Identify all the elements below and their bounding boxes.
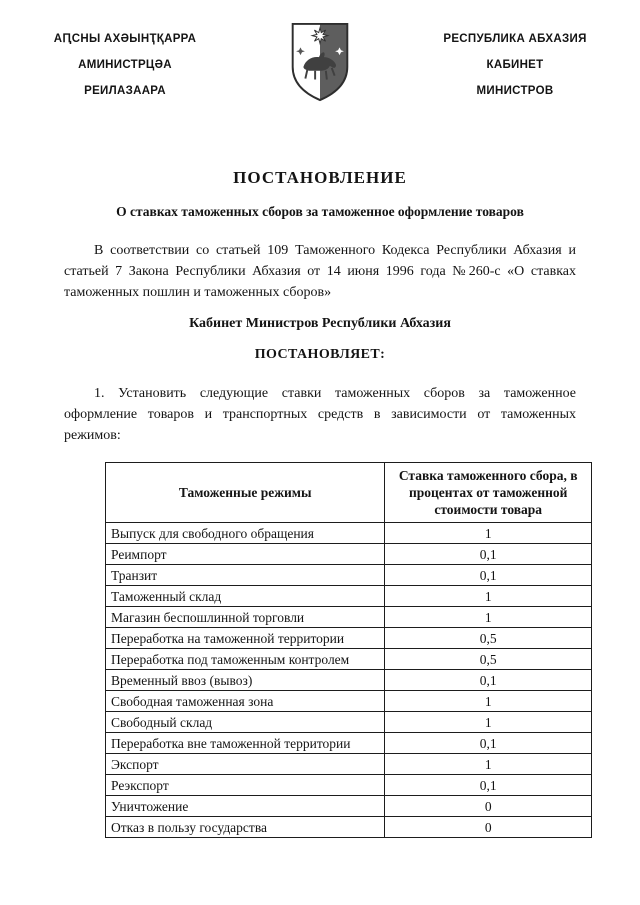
rate-cell: 1 — [385, 712, 592, 733]
rates-table-header-row — [106, 463, 592, 523]
table-row — [106, 775, 592, 796]
resolves-line: ПОСТАНОВЛЯЕТ: — [254, 347, 386, 362]
regime-cell: Транзит — [106, 565, 385, 586]
rate-cell: 0 — [385, 796, 592, 817]
authority-line: Кабинет Министров Республики Абхазия — [189, 316, 451, 331]
regime-cell: Отказ в пользу государства — [106, 817, 385, 838]
regime-cell: Временный ввоз (вывоз) — [106, 670, 385, 691]
coat-of-arms-icon — [290, 22, 350, 102]
rate-cell: 0 — [385, 817, 592, 838]
rate-cell: 0,1 — [385, 733, 592, 754]
rate-cell: 0,5 — [385, 649, 592, 670]
regime-cell: Экспорт — [106, 754, 385, 775]
header-cell-rate: Ставка таможенного сбора, в процентах от таможенной стоимости товара — [385, 463, 592, 523]
table-row — [106, 544, 592, 565]
rate-cell: 0,1 — [385, 670, 592, 691]
regime-cell: Переработка под таможенным контролем — [106, 649, 385, 670]
regime-cell: Магазин беспошлинной торговли — [106, 607, 385, 628]
table-row — [106, 628, 592, 649]
letterhead-russian-line-2: КАБИНЕТ — [486, 59, 544, 71]
customs-rates-table — [105, 462, 592, 838]
letterhead-russian-line-1: РЕСПУБЛИКА АБХАЗИЯ — [443, 33, 587, 45]
rate-cell: 0,5 — [385, 628, 592, 649]
document-title: ПОСТАНОВЛЕНИЕ — [233, 168, 407, 187]
letterhead-abkhaz — [30, 22, 220, 104]
regime-cell: Реэкспорт — [106, 775, 385, 796]
item-1-paragraph: 1. Установить следующие ставки таможенных сборов за таможенное оформление товаров и транспортных средств в зависимости от таможенных режимов: — [64, 386, 576, 443]
regime-cell: Выпуск для свободного обращения — [106, 523, 385, 544]
rate-cell: 0,1 — [385, 544, 592, 565]
regime-cell: Реимпорт — [106, 544, 385, 565]
table-row — [106, 796, 592, 817]
rates-table-body — [106, 523, 592, 838]
rate-cell: 1 — [385, 754, 592, 775]
rate-cell: 1 — [385, 586, 592, 607]
table-row — [106, 712, 592, 733]
letterhead-russian-line-3: МИНИСТРОВ — [476, 85, 554, 97]
regime-cell: Свободный склад — [106, 712, 385, 733]
table-row — [106, 565, 592, 586]
table-row — [106, 586, 592, 607]
table-row — [106, 817, 592, 838]
rate-cell: 1 — [385, 523, 592, 544]
regime-cell: Свободная таможенная зона — [106, 691, 385, 712]
rate-cell: 0,1 — [385, 775, 592, 796]
table-row — [106, 523, 592, 544]
table-row — [106, 733, 592, 754]
letterhead-russian — [420, 22, 610, 104]
header-cell-regime: Таможенные режимы — [106, 463, 385, 523]
table-row — [106, 670, 592, 691]
table-row — [106, 607, 592, 628]
letterhead-abkhaz-line-2: АМИНИСТРЦӘА — [78, 59, 172, 71]
document-subject: О ставках таможенных сборов за таможенное оформление товаров — [116, 204, 524, 219]
regime-cell: Переработка вне таможенной территории — [106, 733, 385, 754]
table-row — [106, 754, 592, 775]
letterhead — [30, 22, 610, 104]
rates-table-head — [106, 463, 592, 523]
regime-cell: Таможенный склад — [106, 586, 385, 607]
table-row — [106, 649, 592, 670]
rate-cell: 1 — [385, 691, 592, 712]
rate-cell: 0,1 — [385, 565, 592, 586]
intro-paragraph: В соответствии со статьей 109 Таможенного Кодекса Республики Абхазия и статьей 7 Закона Республики Абхазия от 14 июня 1996 года №260-с «О ставках таможенных пошлин и таможенных сборов» — [64, 243, 576, 300]
rate-cell: 1 — [385, 607, 592, 628]
table-row — [106, 691, 592, 712]
regime-cell: Уничтожение — [106, 796, 385, 817]
regime-cell: Переработка на таможенной территории — [106, 628, 385, 649]
letterhead-abkhaz-line-3: РЕИЛАЗААРА — [84, 85, 166, 97]
letterhead-abkhaz-line-1: АԤСНЫ АХӘЫНҬҚАРРА — [53, 33, 197, 45]
